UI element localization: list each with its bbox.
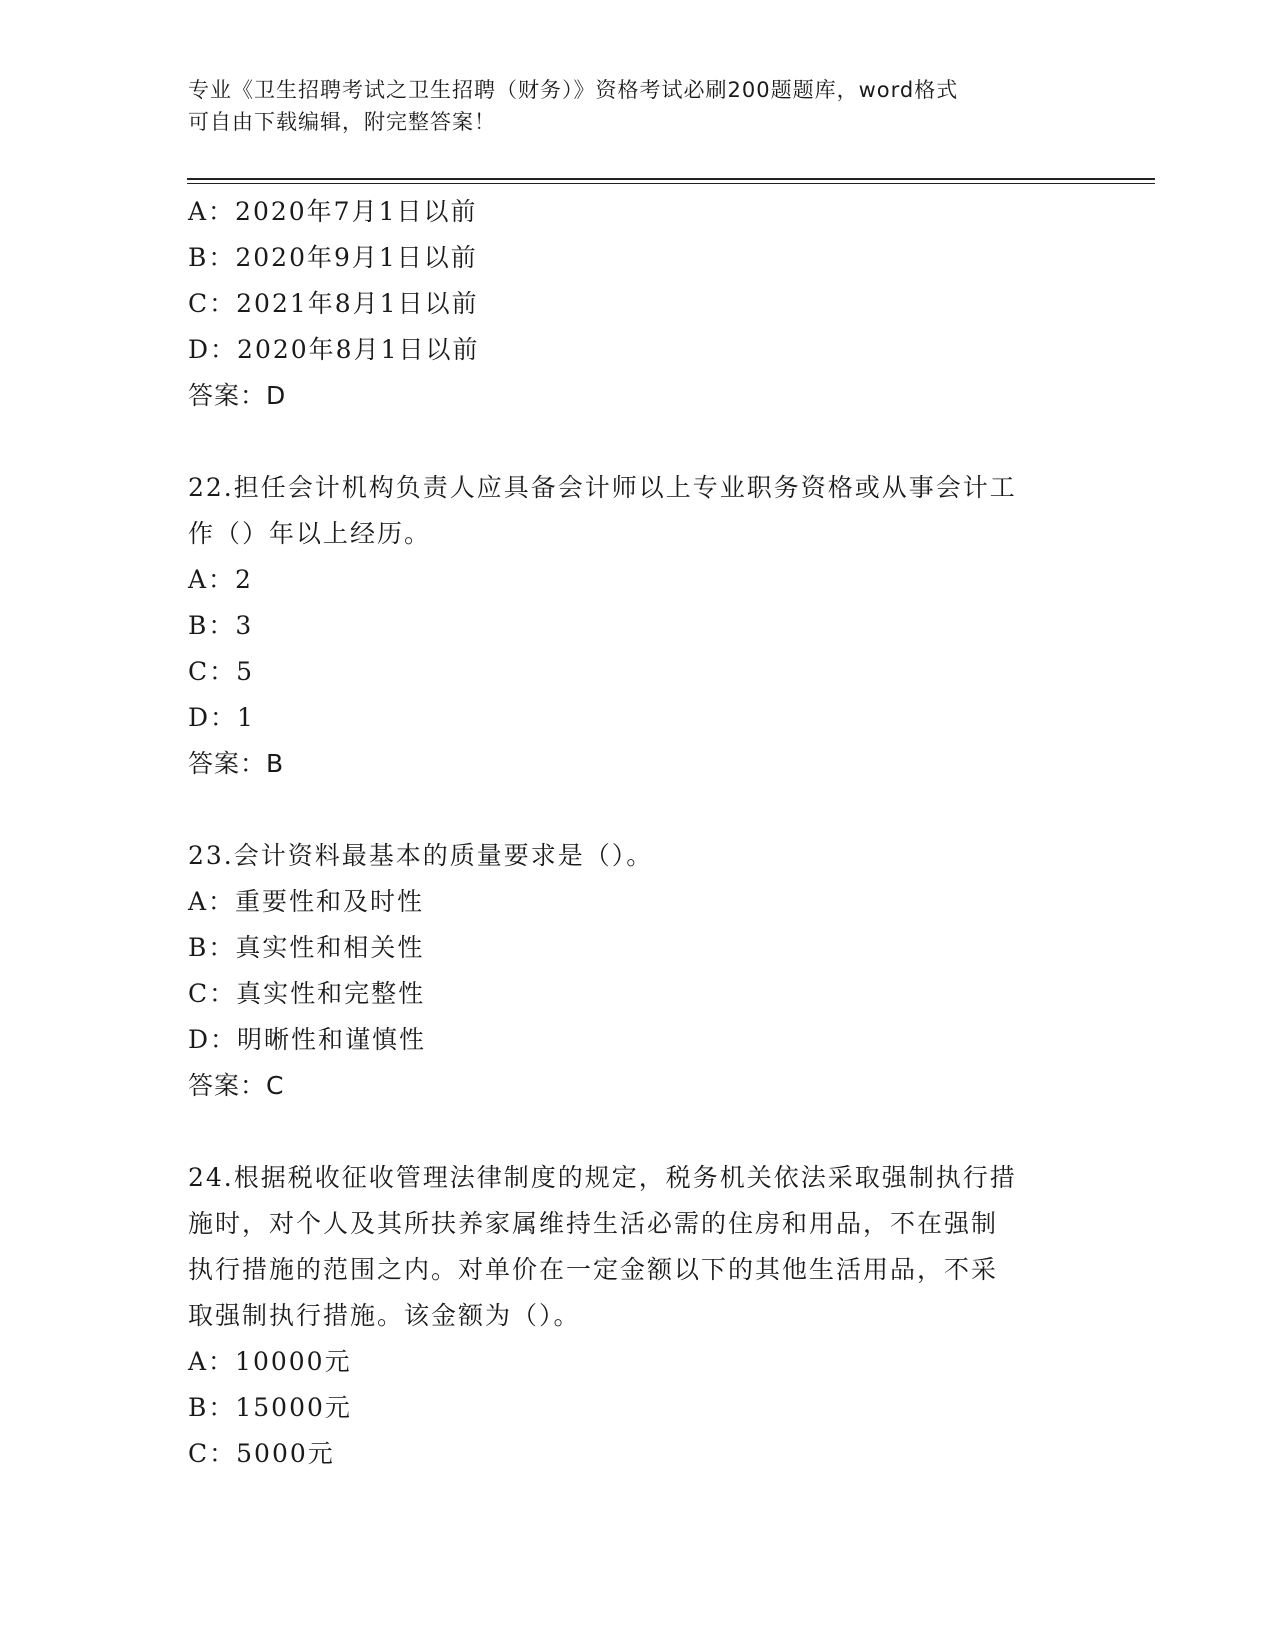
option-a: A：重要性和及时性	[188, 887, 425, 916]
header-line-1: 专业《卫生招聘考试之卫生招聘（财务）》资格考试必刷200题题库，word格式	[188, 78, 959, 102]
option-d: D：2020年8月1日以前	[188, 335, 480, 364]
option-b: B：真实性和相关性	[188, 933, 425, 962]
option-d: D：1	[188, 703, 255, 732]
spacer	[188, 419, 1088, 465]
question-24	[188, 1155, 1088, 1477]
spacer	[188, 787, 1088, 833]
option-a: A：2	[188, 565, 253, 594]
spacer	[188, 1109, 1088, 1155]
answer-line: 答案：B	[188, 749, 285, 778]
question-stem-line: 23.会计资料最基本的质量要求是（）。	[188, 841, 654, 870]
option-c: C：5	[188, 657, 255, 686]
header-rule-thin	[187, 183, 1155, 184]
document-header	[188, 74, 1068, 138]
question-content	[188, 189, 1088, 1477]
question-21	[188, 189, 1088, 419]
question-stem-line: 施时，对个人及其所扶养家属维持生活必需的住房和用品，不在强制	[188, 1209, 999, 1238]
answer-line: 答案：C	[188, 1071, 285, 1100]
option-c: C：2021年8月1日以前	[188, 289, 479, 318]
option-b: B：2020年9月1日以前	[188, 243, 478, 272]
question-22	[188, 465, 1088, 787]
option-a: A：2020年7月1日以前	[188, 197, 478, 226]
option-b: B：15000元	[188, 1393, 352, 1422]
option-c: C：5000元	[188, 1439, 335, 1468]
option-c: C：真实性和完整性	[188, 979, 426, 1008]
question-stem-line: 22.担任会计机构负责人应具备会计师以上专业职务资格或从事会计工	[188, 473, 1017, 502]
answer-line: 答案：D	[188, 381, 287, 410]
header-line-2: 可自由下载编辑，附完整答案！	[188, 110, 496, 134]
question-stem-line: 取强制执行措施。该金额为（）。	[188, 1301, 581, 1330]
option-a: A：10000元	[188, 1347, 352, 1376]
question-23	[188, 833, 1088, 1109]
header-rule-thick	[187, 178, 1155, 180]
question-stem-line: 24.根据税收征收管理法律制度的规定，税务机关依法采取强制执行措	[188, 1163, 1017, 1192]
question-stem-line: 作（）年以上经历。	[188, 519, 432, 548]
question-stem-line: 执行措施的范围之内。对单价在一定金额以下的其他生活用品，不采	[188, 1255, 999, 1284]
option-b: B：3	[188, 611, 254, 640]
option-d: D：明晰性和谨慎性	[188, 1025, 427, 1054]
